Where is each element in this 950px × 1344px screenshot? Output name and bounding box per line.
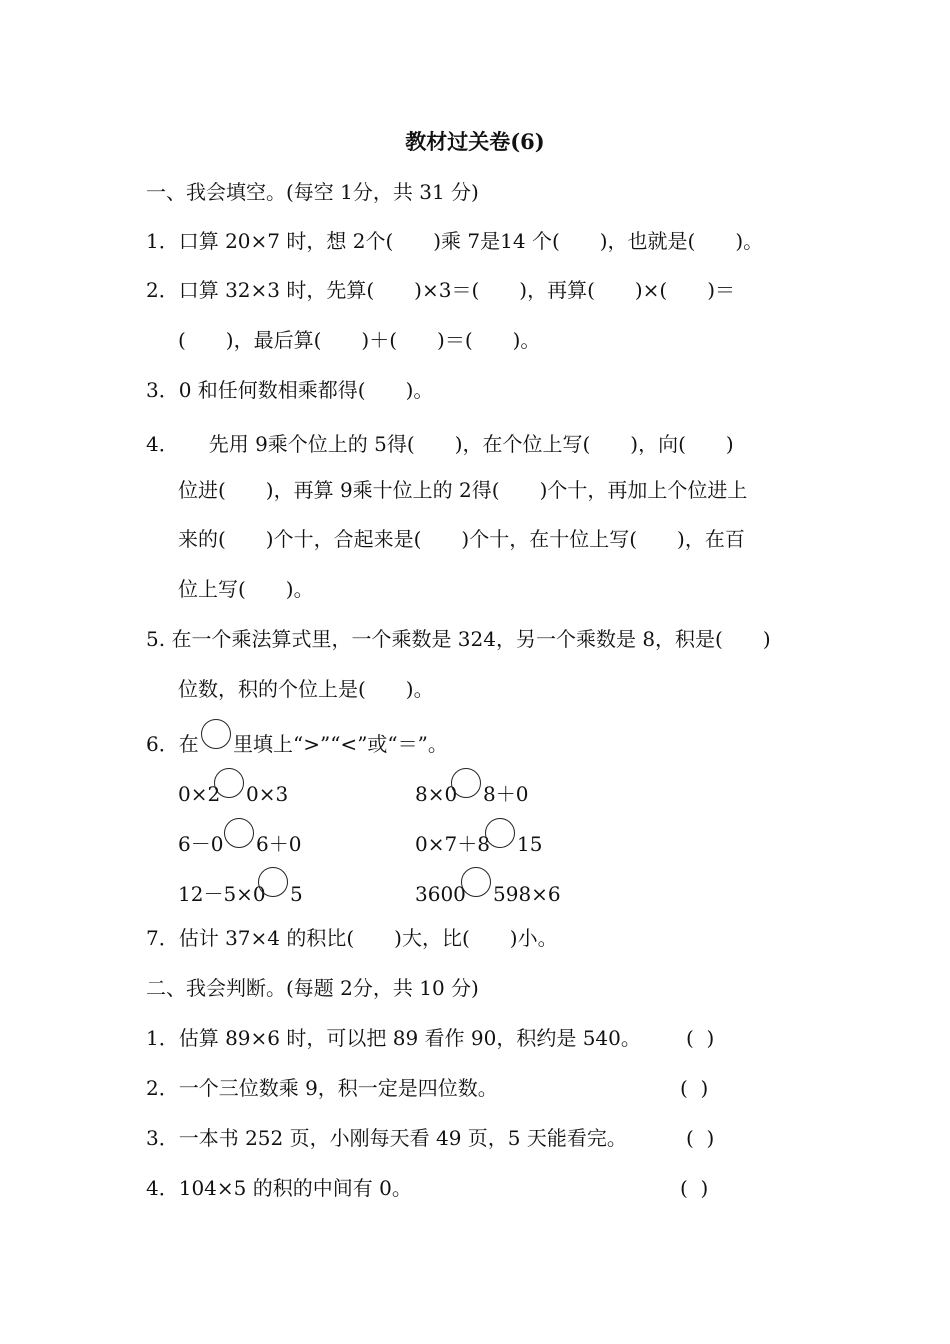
judge-mark-4[interactable]: ( ) (680, 1176, 709, 1200)
question-2-line-1: 2．口算 32×3 时，先算( )×3＝( )，再算( )×( )＝ (146, 278, 736, 302)
judge-mark-3[interactable]: ( ) (686, 1126, 715, 1150)
judge-item-2: 2．一个三位数乘 9，积一定是四位数。 (146, 1076, 498, 1100)
question-2-line-2: ( )，最后算( )＋( )＝( )。 (178, 328, 541, 352)
compare-left: 0×2 (178, 782, 221, 806)
judge-item-4: 4．104×5 的积的中间有 0。 (146, 1176, 412, 1200)
question-4-line-2: 位进( )，再算 9乘十位上的 2得( )个十，再加上个位进上 (178, 478, 748, 502)
compare-left: 0×7＋8 (415, 832, 490, 856)
question-4-line-4: 位上写( )。 (178, 577, 314, 601)
compare-circle-sample (201, 719, 231, 749)
compare-left: 12－5×0 (178, 882, 266, 906)
question-4-line-3: 来的( )个十，合起来是( )个十，在十位上写( )，在百 (178, 527, 745, 551)
compare-circle[interactable] (485, 818, 515, 848)
question-4-line-1: 4． 先用 9乘个位上的 5得( )，在个位上写( )，向( ) (146, 432, 734, 456)
compare-right: 6＋0 (256, 832, 302, 856)
page-title: 教材过关卷(6) (405, 129, 545, 154)
judge-item-3: 3．一本书 252 页，小刚每天看 49 页，5 天能看完。 (146, 1126, 627, 1150)
compare-circle[interactable] (451, 768, 481, 798)
judge-mark-2[interactable]: ( ) (680, 1076, 709, 1100)
compare-circle[interactable] (214, 768, 244, 798)
section-heading-fill-in: 一、我会填空。(每空 1分，共 31 分) (146, 180, 479, 204)
compare-circle[interactable] (461, 867, 491, 897)
compare-left: 3600 (415, 882, 466, 906)
question-6-instruction: 里填上“>”“<”或“＝”。 (233, 732, 448, 756)
compare-right: 5 (290, 882, 303, 906)
compare-right: 8＋0 (483, 782, 529, 806)
question-7: 7．估计 37×4 的积比( )大，比( )小。 (146, 926, 558, 950)
compare-left: 6－0 (178, 832, 224, 856)
question-6-prefix: 6．在 (146, 732, 199, 756)
judge-item-1: 1．估算 89×6 时，可以把 89 看作 90，积约是 540。 (146, 1026, 641, 1050)
judge-mark-1[interactable]: ( ) (686, 1026, 715, 1050)
question-3: 3．0 和任何数相乘都得( )。 (146, 378, 434, 402)
section-heading-judge: 二、我会判断。(每题 2分，共 10 分) (146, 976, 479, 1000)
question-5-line-1: 5. 在一个乘法算式里，一个乘数是 324，另一个乘数是 8，积是( ) (146, 627, 771, 651)
question-1: 1．口算 20×7 时，想 2个( )乘 7是14 个( )，也就是( )。 (146, 229, 764, 253)
compare-circle[interactable] (224, 818, 254, 848)
compare-right: 598×6 (493, 882, 561, 906)
compare-circle[interactable] (258, 867, 288, 897)
question-5-line-2: 位数，积的个位上是( )。 (178, 677, 434, 701)
compare-right: 15 (517, 832, 543, 856)
compare-right: 0×3 (246, 782, 289, 806)
compare-left: 8×0 (415, 782, 458, 806)
